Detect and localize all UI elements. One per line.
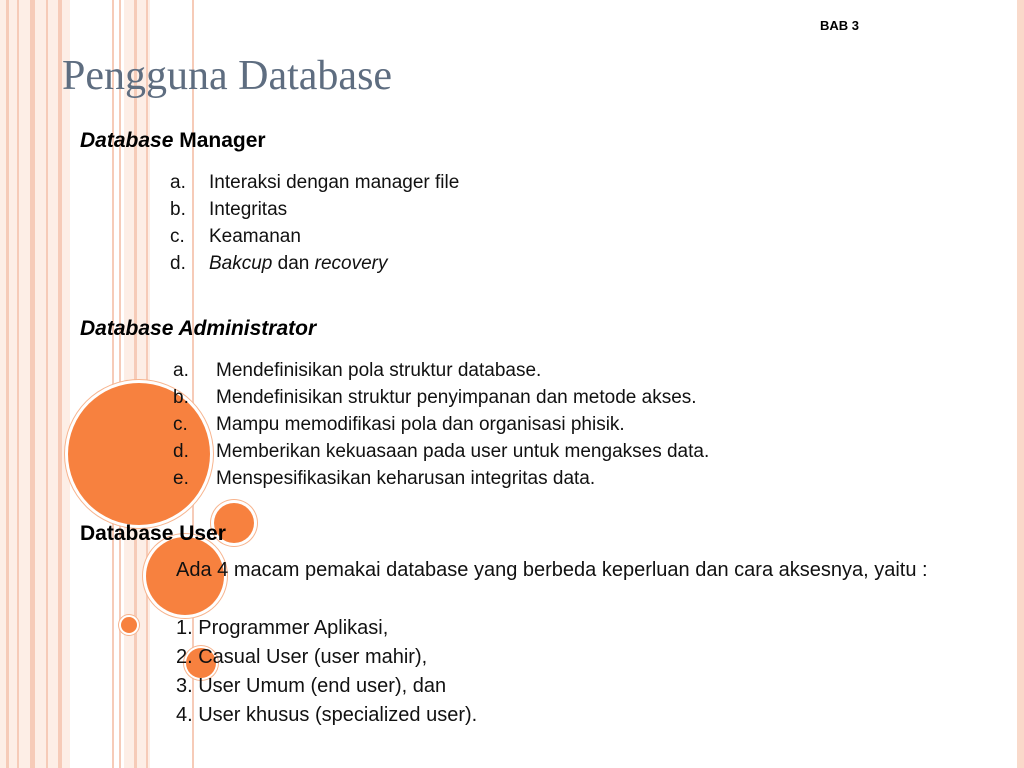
list-item (170, 252, 459, 279)
list-item-text: Keamanan (209, 226, 301, 247)
list-item-italic-text: recovery (314, 253, 388, 274)
heading-italic-part: Database (80, 129, 174, 152)
list-item-text: Menspesifikasikan keharusan integritas data. (216, 468, 596, 489)
list-marker: e. (173, 468, 189, 489)
section-heading-database-user: Database User (80, 522, 226, 545)
list-item (173, 467, 709, 494)
decor-stripe (46, 0, 48, 768)
list-item (170, 225, 459, 252)
decor-stripe (112, 0, 114, 768)
list-item: 2. Casual User (user mahir), (176, 646, 428, 668)
list-item: 1. Programmer Aplikasi, (176, 617, 389, 639)
list-item (173, 440, 709, 467)
list-item-text: Mendefinisikan pola struktur database. (216, 360, 542, 381)
list-marker: c. (173, 414, 188, 435)
list-item-text: Integritas (209, 199, 288, 220)
decor-circle-dot (121, 617, 137, 633)
list-item-text: dan (272, 253, 315, 274)
section-heading-database-administrator: Database Administrator (80, 317, 317, 340)
list-item-text: Mendefinisikan struktur penyimpanan dan metode akses. (216, 387, 697, 408)
decor-stripe (58, 0, 62, 768)
list-marker: a. (170, 172, 186, 193)
list-marker: d. (173, 441, 189, 462)
list-item-text: Memberikan kekuasaan pada user untuk mengakses data. (216, 441, 710, 462)
decor-stripe (1017, 0, 1024, 768)
list-item (170, 198, 459, 225)
decor-stripe (17, 0, 19, 768)
list-item: 3. User Umum (end user), dan (176, 675, 447, 697)
list-marker: b. (173, 387, 189, 408)
heading-rest-part: Manager (173, 129, 266, 152)
list-item-italic-text: Bakcup (209, 253, 273, 274)
database-administrator-list (173, 359, 709, 494)
database-manager-list (170, 171, 459, 279)
list-marker: d. (170, 253, 186, 274)
list-item-text: Interaksi dengan manager file (209, 172, 460, 193)
list-marker: b. (170, 199, 186, 220)
decor-stripe (30, 0, 35, 768)
list-marker: a. (173, 360, 189, 381)
header-tag: BAB 3 (820, 18, 860, 33)
list-item (173, 386, 709, 413)
list-item (173, 413, 709, 440)
list-marker: c. (170, 226, 185, 247)
decor-stripe (6, 0, 9, 768)
list-item: 4. User khusus (specialized user). (176, 704, 478, 726)
list-item-text: Mampu memodifikasi pola dan organisasi phisik. (216, 414, 625, 435)
slide-title: Pengguna Database (62, 53, 393, 99)
list-item (173, 359, 709, 386)
database-user-intro: Ada 4 macam pemakai database yang berbeda keperluan dan cara aksesnya, yaitu : (176, 559, 928, 581)
list-item (170, 171, 459, 198)
section-heading-database-manager (80, 129, 266, 153)
database-user-list (176, 614, 477, 730)
decor-stripe (119, 0, 121, 768)
